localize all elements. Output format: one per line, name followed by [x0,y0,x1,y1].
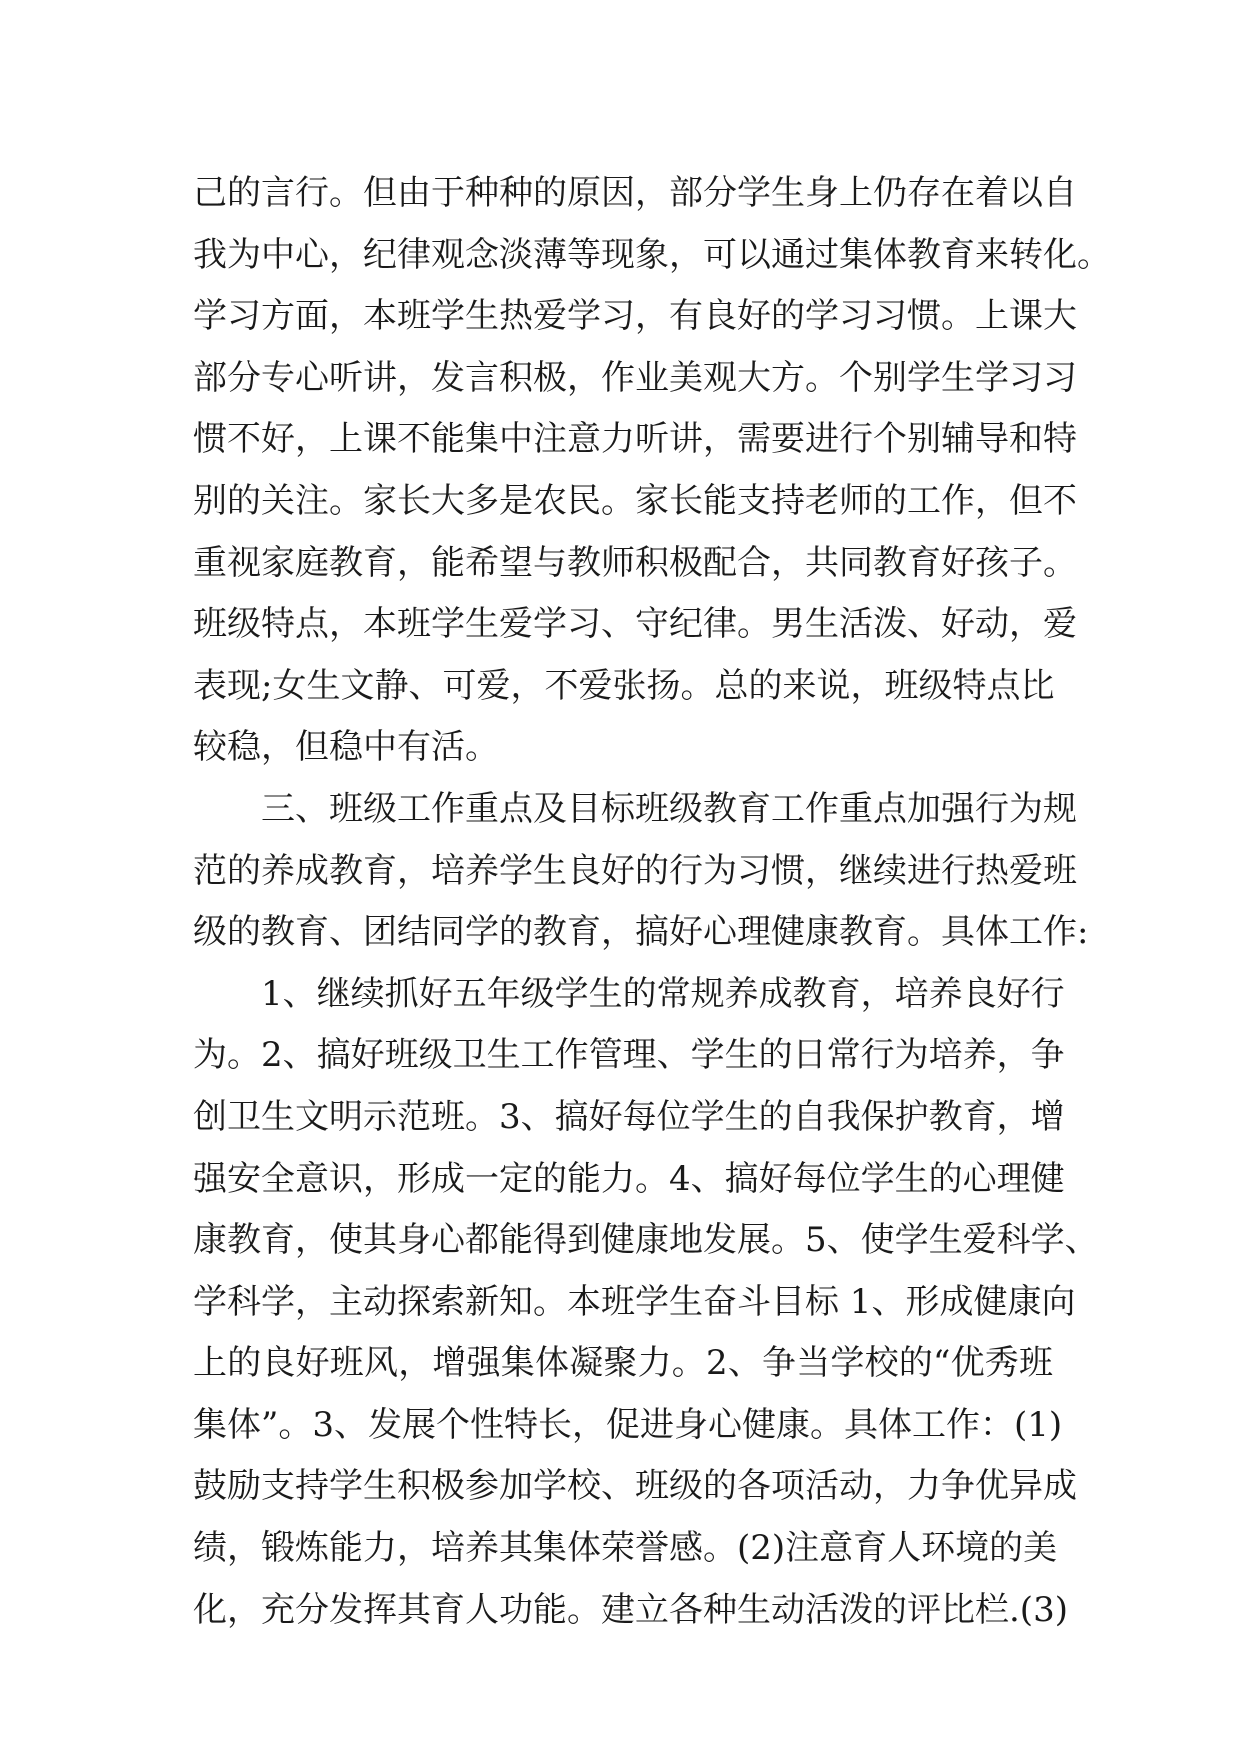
text-line: 创卫生文明示范班。3、搞好每位学生的自我保护教育，增 [193,1096,1065,1137]
text-line: 强安全意识，形成一定的能力。4、搞好每位学生的心理健 [193,1158,1065,1199]
text-line: 班级特点，本班学生爱学习、守纪律。男生活泼、好动，爱 [193,604,1077,645]
text-line: 上的良好班风，增强集体凝聚力。2、争当学校的“优秀班 [193,1343,1053,1384]
body-text [193,163,1111,1641]
text-line: 级的教育、团结同学的教育，搞好心理健康教育。具体工作: [193,912,1089,953]
text-line: 鼓励支持学生积极参加学校、班级的各项活动，力争优异成 [193,1466,1077,1507]
text-line: 较稳，但稳中有活。 [193,727,499,768]
text-line: 化，充分发挥其育人功能。建立各种生动活泼的评比栏.(3) [193,1589,1068,1630]
text-line: 集体”。3、发展个性特长，促进身心健康。具体工作：(1) [193,1404,1063,1445]
text-line: 别的关注。家长大多是农民。家长能支持老师的工作，但不 [193,480,1077,521]
text-line: 表现;女生文静、可爱，不爱张扬。总的来说，班级特点比 [193,665,1055,706]
text-line: 三、班级工作重点及目标班级教育工作重点加强行为规 [261,788,1077,829]
text-line: 1、继续抓好五年级学生的常规养成教育，培养良好行 [261,973,1065,1014]
text-line: 我为中心，纪律观念淡薄等现象，可以通过集体教育来转化。 [193,234,1111,275]
text-line: 绩，锻炼能力，培养其集体荣誉感。(2)注意育人环境的美 [193,1528,1058,1569]
text-line: 惯不好，上课不能集中注意力听讲，需要进行个别辅导和特 [193,419,1077,460]
text-line: 康教育，使其身心都能得到健康地发展。5、使学生爱科学、 [193,1220,1099,1261]
text-line: 学科学，主动探索新知。本班学生奋斗目标 1、形成健康向 [193,1281,1076,1322]
text-line: 范的养成教育，培养学生良好的行为习惯，继续进行热爱班 [193,850,1077,891]
text-line: 学习方面，本班学生热爱学习，有良好的学习习惯。上课大 [193,296,1077,337]
text-line: 为。2、搞好班级卫生工作管理、学生的日常行为培养，争 [193,1035,1065,1076]
text-line: 重视家庭教育，能希望与教师积极配合，共同教育好孩子。 [193,542,1077,583]
text-line: 部分专心听讲，发言积极，作业美观大方。个别学生学习习 [193,357,1077,398]
text-line: 己的言行。但由于种种的原因，部分学生身上仍存在着以自 [193,173,1077,213]
